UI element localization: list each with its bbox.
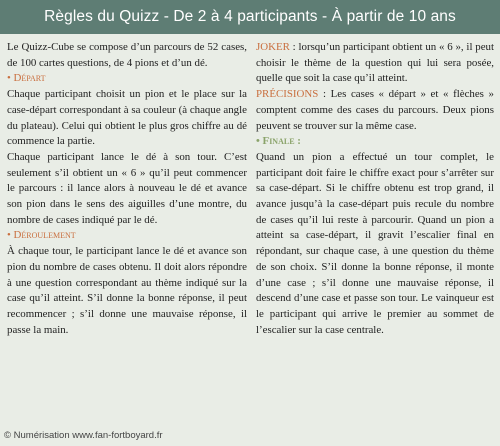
precisions-label: PRÉCISIONS <box>256 88 319 101</box>
footer <box>0 429 500 446</box>
finale-paragraph: Quand un pion a effectué un tour complet, le participant doit faire le chiffre exact pour s’arrêter sur sa case-départ. Si le chiffre obtenu est trop grand, il avance jusqu’à la case-départ puis recule du nombre de cases qu’il lui reste à parcourir. Quand un pion a atteint sa case-départ, il gravit l’escalier final en répondant, sur chaque case, à une question du thème de son choix. S’il donne la bonne réponse, il monte d’une case ; s’il donne une mauvaise réponse, il descend d’une case et passe son tour. Le vainqueur est le participant qui arrive le premier au sommet de l’escalier sur la case centrale. <box>256 150 494 336</box>
deroulement-heading: • Déroulement <box>7 229 76 242</box>
depart-paragraph-2: Chaque participant lance le dé à son tour. C’est seulement s’il obtient un « 6 » qu’il peut commencer le parcours : il lance alors à nouveau le dé et avance son pion dans le sens des aiguilles d’une montre, du nombre de cases indiqué par le dé. <box>7 150 247 226</box>
page-title: Règles du Quizz - De 2 à 4 participants - À partir de 10 ans <box>44 8 456 25</box>
joker-text: : lorsqu’un participant obtient un « 6 », il peut choisir le thème de la question qui lui sera posée, quelle que soit la case qu’il atteint. <box>256 41 494 85</box>
intro-paragraph: Le Quizz-Cube se compose d’un parcours de 52 cases, de 100 cartes questions, de 4 pions et d’un dé. <box>7 41 247 69</box>
footer-credit <box>4 430 163 441</box>
finale-heading: • Finale : <box>256 135 301 148</box>
joker-paragraph <box>256 40 494 87</box>
precisions-paragraph <box>256 87 494 134</box>
depart-paragraph-1: Chaque participant choisit un pion et le place sur la case-départ correspondant à sa couleur (à chaque angle du plateau). Celui qui obtient le plus gros chiffre au dé commence la partie. <box>7 88 247 148</box>
footer-credit-text: Numérisation www.fan-fortboyard.fr <box>13 430 163 441</box>
precisions-text: : Les cases « départ » et « flèches » comptent comme des cases du parcours. Deux pions peuvent se trouver sur la même case. <box>256 88 494 132</box>
left-column <box>7 40 247 338</box>
right-column <box>256 40 494 338</box>
depart-heading: • Départ <box>7 72 46 85</box>
copyright-icon: © <box>4 430 11 441</box>
title-bar <box>0 0 500 34</box>
joker-label: JOKER <box>256 41 290 53</box>
deroulement-paragraph: À chaque tour, le participant lance le dé et avance son pion du nombre de cases obtenu. Il doit alors répondre à une question correspondant au thème indiqué sur la case qu’il atteint. S’il donne la bonne réponse, il peut recommencer ; s’il donne une mauvaise réponse, il passe la main. <box>7 245 247 336</box>
